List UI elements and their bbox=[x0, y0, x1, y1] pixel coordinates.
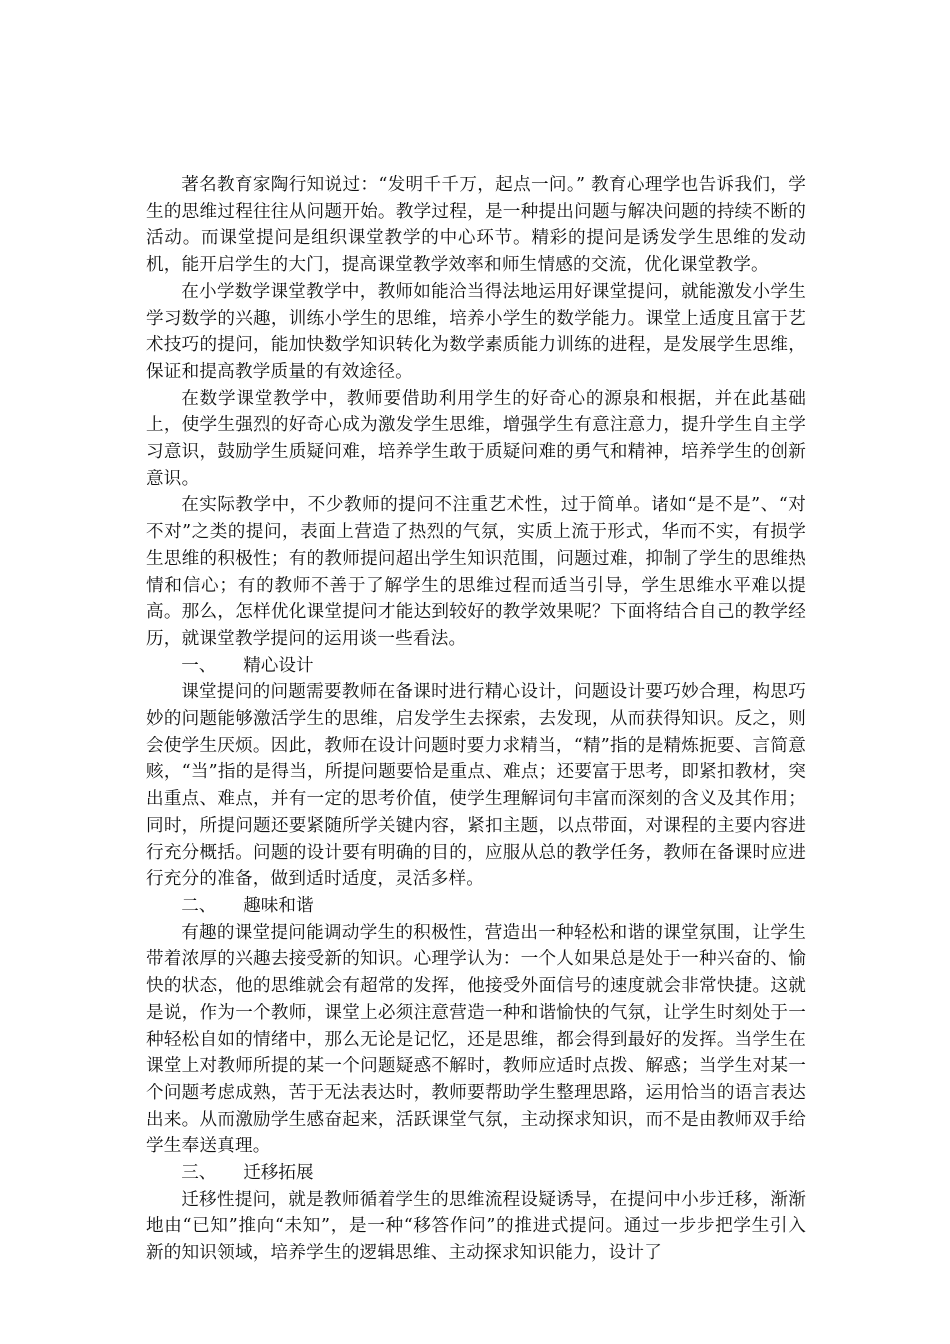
section-2-heading bbox=[146, 893, 806, 920]
section-1-body: 课堂提问的问题需要教师在备课时进行精心设计，问题设计要巧妙合理，构思巧妙的问题能够激活学生的思维，启发学生去探索，去发现，从而获得知识。反之，则会使学生厌烦。因此，教师在设计问题时要力求精当，“精”指的是精炼扼要、言简意赅，“当”指的是得当，所提问题要恰是重点、难点；还要富于思考，即紧扣教材，突出重点、难点，并有一定的思考价值，使学生理解词句丰富而深刻的含义及其作用；同时，所提问题还要紧随所学关键内容，紧扣主题，以点带面，对课程的主要内容进行充分概括。问题的设计要有明确的目的，应服从总的教学任务，教师在备课时应进行充分的准备，做到适时适度，灵活多样。 bbox=[146, 682, 806, 890]
intro-paragraph-4: 在实际教学中，不少教师的提问不注重艺术性，过于简单。诸如“是不是”、“对不对”之类的提问，表面上营造了热烈的气氛，实质上流于形式，华而不实，有损学生思维的积极性；有的教师提问超出学生知识范围，问题过难，抑制了学生的思维热情和信心；有的教师不善于了解学生的思维过程而适当引导，学生思维水平难以提高。那么，怎样优化课堂提问才能达到较好的教学效果呢？下面将结合自己的教学经历，就课堂教学提问的运用谈一些看法。 bbox=[146, 495, 806, 649]
intro-paragraph-2: 在小学数学课堂教学中，教师如能洽当得法地运用好课堂提问，就能激发小学生学习数学的兴趣，训练小学生的思维，培养小学生的数学能力。课堂上适度且富于艺术技巧的提问，能加快数学知识转化为数学素质能力训练的进程，是发展学生思维，保证和提高教学质量的有效途径。 bbox=[146, 281, 806, 382]
section-1-number: 一、 bbox=[181, 655, 217, 676]
section-3-title: 迁移拓展 bbox=[243, 1163, 314, 1184]
section-2-body: 有趣的课堂提问能调动学生的积极性，营造出一种轻松和谐的课堂氛围，让学生带着浓厚的兴趣去接受新的知识。心理学认为：一个人如果总是处于一种兴奋的、愉快的状态，他的思维就会有超常的发挥，他接受外面信号的速度就会非常快捷。这就是说，作为一个教师，课堂上必须注意营造一种和谐愉快的气氛，让学生时刻处于一种轻松自如的情绪中，那么无论是记忆，还是思维，都会得到最好的发挥。当学生在课堂上对教师所提的某一个问题疑惑不解时，教师应适时点拨、解惑；当学生对某一个问题考虑成熟，苦于无法表达时，教师要帮助学生整理思路，运用恰当的语言表达出来。从而激励学生感奋起来，活跃课堂气氛，主动探求知识，而不是由教师双手给学生奉送真理。 bbox=[146, 922, 806, 1157]
section-1-title: 精心设计 bbox=[243, 655, 314, 676]
section-2-number: 二、 bbox=[181, 895, 217, 916]
intro-paragraph-3: 在数学课堂教学中，教师要借助利用学生的好奇心的源泉和根据，并在此基础上，使学生强烈的好奇心成为激发学生思维，增强学生有意注意力，提升学生自主学习意识，鼓励学生质疑问难，培养学生敢于质疑问难的勇气和精神，培养学生的创新意识。 bbox=[146, 388, 806, 489]
section-2-title: 趣味和谐 bbox=[243, 895, 314, 916]
intro-paragraph-1: 著名教育家陶行知说过：“发明千千万，起点一问。” 教育心理学也告诉我们，学生的思维过程往往从问题开始。教学过程，是一种提出问题与解决问题的持续不断的活动。而课堂提问是组织课堂教学的中心环节。精彩的提问是诱发学生思维的发动机，能开启学生的大门，提高课堂教学效率和师生情感的交流，优化课堂教学。 bbox=[146, 175, 806, 276]
section-1-heading bbox=[146, 653, 806, 680]
document-page bbox=[146, 172, 806, 1267]
section-3-body: 迁移性提问，就是教师循着学生的思维流程设疑诱导，在提问中小步迁移，渐渐地由“已知”推向“未知”，是一种“移答作问”的推进式提问。通过一步步把学生引入新的知识领域，培养学生的逻辑思维、主动探求知识能力，设计了 bbox=[146, 1189, 806, 1264]
section-3-heading bbox=[146, 1160, 806, 1187]
section-3-number: 三、 bbox=[181, 1163, 217, 1184]
